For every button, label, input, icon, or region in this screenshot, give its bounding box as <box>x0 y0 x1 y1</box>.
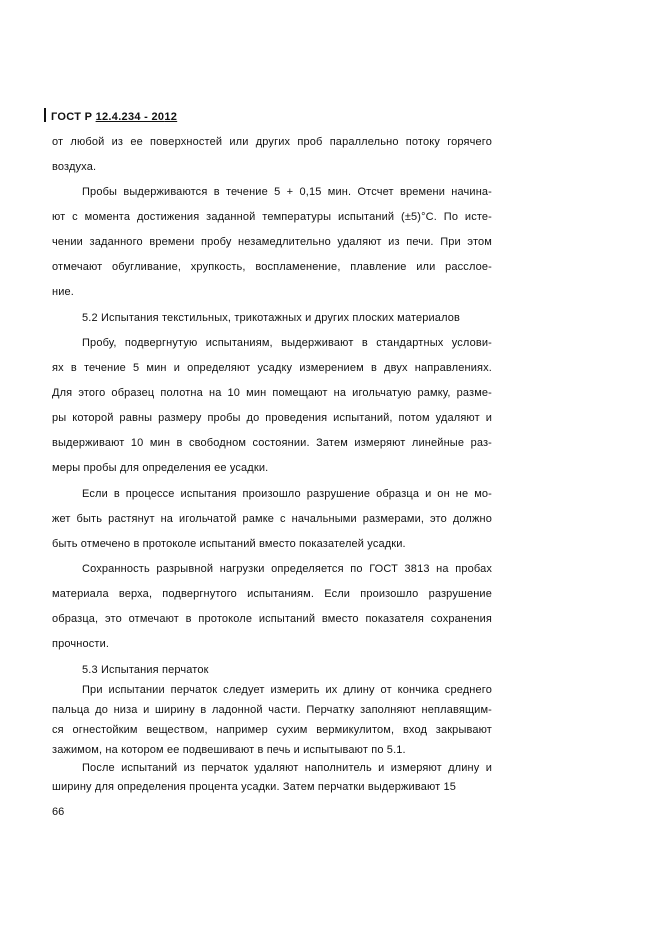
header-prefix: ГОСТ Р <box>51 111 96 123</box>
text-line: ся огнестойким веществом, например сухим вермикулитом, вход закрывают <box>52 724 492 736</box>
page-number: 66 <box>52 806 65 818</box>
text-line: меры пробы для определения ее усадки. <box>52 462 269 474</box>
text-line: жет быть растянут на игольчатой рамке с начальными размерами, это должно <box>52 513 492 525</box>
text-line: отмечают обугливание, хрупкость, воспламенение, плавление или расслое- <box>52 261 492 273</box>
text-line: чении заданного времени пробу незамедлительно удаляют из печи. При этом <box>52 236 492 248</box>
text-line: выдерживают 10 мин в свободном состоянии. Затем измеряют линейные раз- <box>52 437 492 449</box>
text-line: материала верха, подвергнутого испытаниям. Если произошло разрушение <box>52 588 492 600</box>
text-line: пальца до низа и ширину в ладонной части. Перчатку заполняют неплавящим- <box>52 704 492 716</box>
text-line: Если в процессе испытания произошло разрушение образца и он не мо- <box>82 488 492 500</box>
text-line: ширину для определения процента усадки. Затем перчатки выдерживают 15 <box>52 781 457 793</box>
section-heading: 5.2 Испытания текстильных, трикотажных и других плоских материалов <box>82 312 461 324</box>
text-line: воздуха. <box>52 161 97 173</box>
text-line: от любой из ее поверхностей или других проб параллельно потоку горячего <box>52 136 492 148</box>
text-line: ях в течение 5 мин и определяют усадку измерением в двух направлениях. <box>52 362 492 374</box>
text-line: При испытании перчаток следует измерить их длину от кончика среднего <box>82 684 492 696</box>
header-year-suffix: 12 <box>164 111 178 123</box>
text-line: быть отмечено в протоколе испытаний вместо показателей усадки. <box>52 538 406 550</box>
text-line: ры которой равны размеру пробы до проведения испытаний, потом удаляют и <box>52 412 492 424</box>
text-line: зажимом, на котором ее подвешивают в печь и испытывают по 5.1. <box>52 744 406 756</box>
text-line: ют с момента достижения заданной температуры испытаний (±5)°С. По исте- <box>52 211 492 223</box>
text-line: образца, это отмечают в протоколе испытаний вместо показателя сохранения <box>52 613 492 625</box>
text-line: Для этого образец полотна на 10 мин помещают на игольчатую рамку, разме- <box>52 387 492 399</box>
margin-bar <box>44 108 46 122</box>
text-line: ние. <box>52 286 74 298</box>
text-line: прочности. <box>52 638 110 650</box>
header-number: 12.4.234 - 20 <box>95 111 165 123</box>
text-line: Пробы выдерживаются в течение 5 + 0,15 мин. Отсчет времени начина- <box>82 186 492 198</box>
text-line: После испытаний из перчаток удаляют наполнитель и измеряют длину и <box>82 762 492 774</box>
standard-header <box>44 108 177 124</box>
section-heading: 5.3 Испытания перчаток <box>82 664 209 676</box>
text-line: Пробу, подвергнутую испытаниям, выдерживают в стандартных услови- <box>82 337 492 349</box>
text-line: Сохранность разрывной нагрузки определяется по ГОСТ 3813 на пробах <box>82 563 492 575</box>
